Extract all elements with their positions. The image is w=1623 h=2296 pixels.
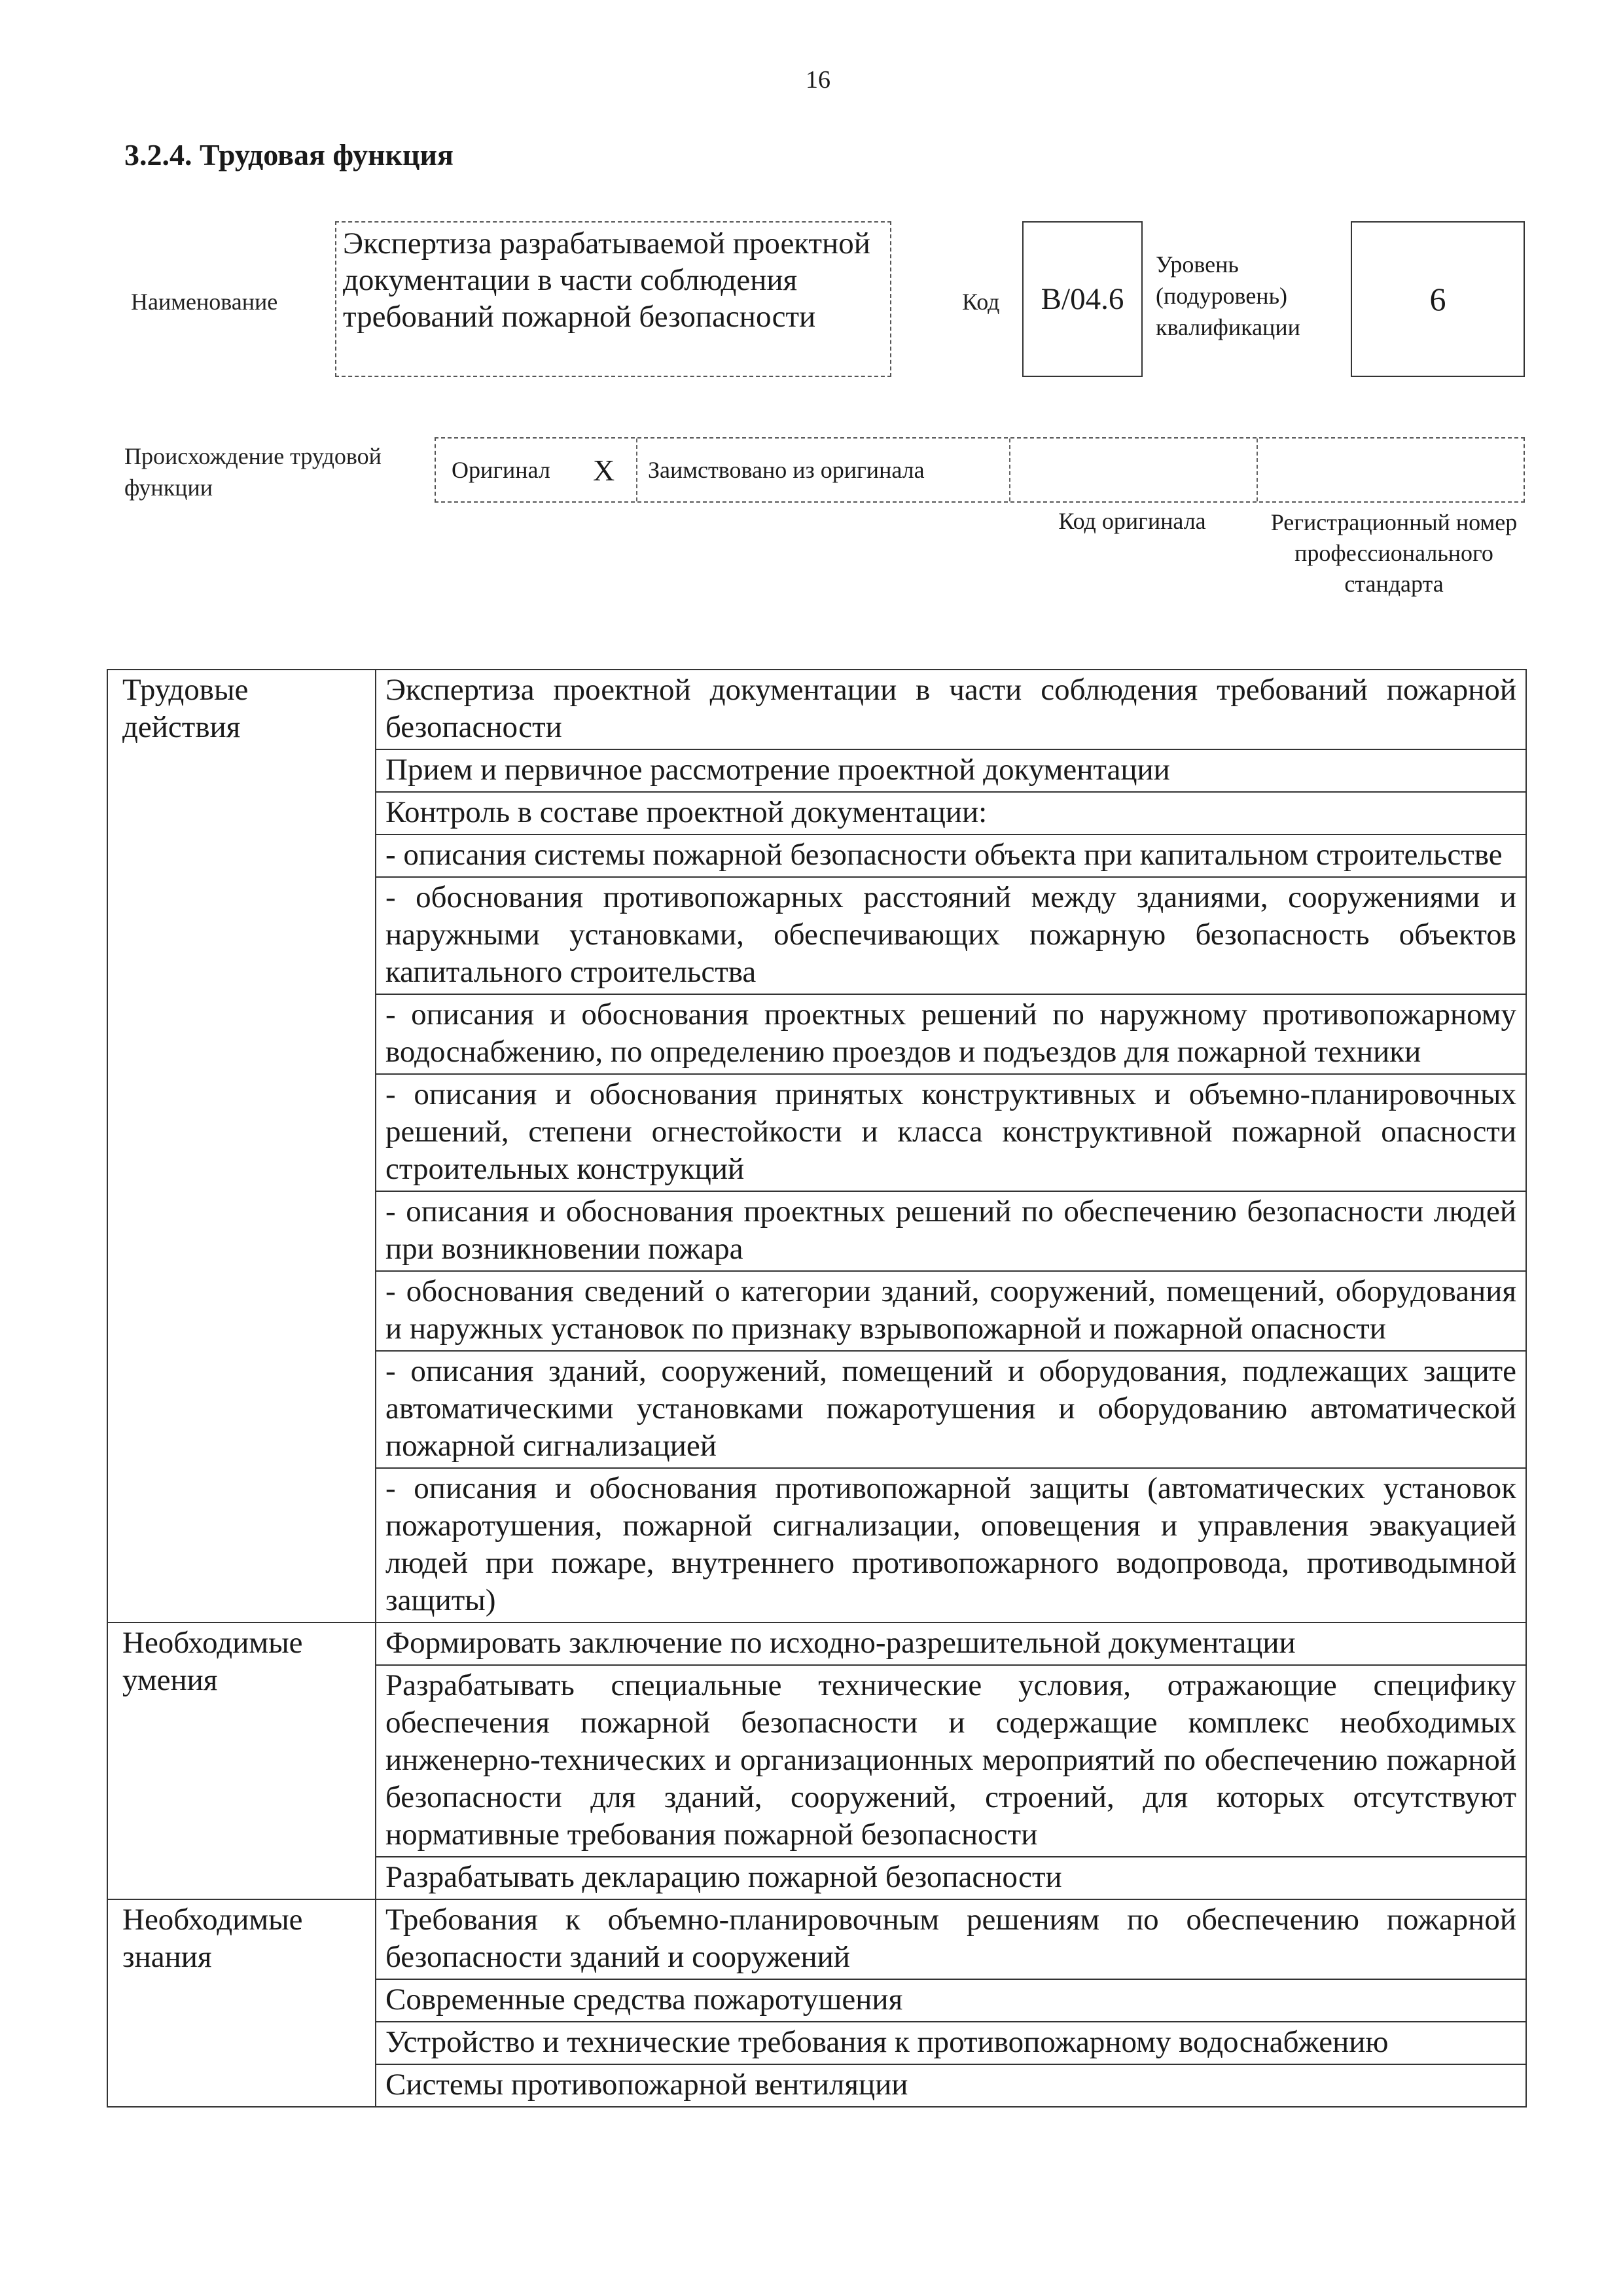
table-cell: - описания и обоснования проектных решений по обеспечению безопасности людей при возникновении пожара	[376, 1191, 1526, 1271]
original-check-mark: X	[593, 453, 615, 487]
table-cell: - описания системы пожарной безопасности объекта при капитальном строительстве	[376, 834, 1526, 877]
table-cell: Контроль в составе проектной документации:	[376, 792, 1526, 834]
page-number: 16	[806, 66, 830, 94]
table-cell: - описания и обоснования проектных решений по наружному противопожарному водоснабжению, по определению проездов и подъездов для пожарной техники	[376, 994, 1526, 1074]
table-cell: Прием и первичное рассмотрение проектной документации	[376, 749, 1526, 792]
origin-divider	[636, 439, 637, 501]
table-row	[107, 1623, 1526, 1665]
name-label: Наименование	[131, 289, 278, 315]
table-cell: Современные средства пожаротушения	[376, 1979, 1526, 2022]
table-row	[107, 670, 1526, 749]
table-cell: Требования к объемно-планировочным решениям по обеспечению пожарной безопасности зданий и сооружений	[376, 1899, 1526, 1979]
table-cell: Устройство и технические требования к противопожарному водоснабжению	[376, 2022, 1526, 2064]
qualification-level-label: Уровень (подуровень) квалификации	[1156, 251, 1300, 340]
category-required-skills: Необходимые умения	[107, 1623, 376, 1899]
table-cell: Формировать заключение по исходно-разрешительной документации	[376, 1623, 1526, 1665]
origin-label: Происхождение трудовой функции	[124, 443, 382, 501]
origin-divider	[1009, 439, 1010, 501]
qualification-level-box: 6	[1351, 221, 1525, 377]
table-cell: Системы противопожарной вентиляции	[376, 2064, 1526, 2107]
table-cell: - обоснования сведений о категории зданий, сооружений, помещений, оборудования и наружных установок по признаку взрывопожарной и пожарной опасности	[376, 1271, 1526, 1351]
original-code-label: Код оригинала	[1058, 508, 1206, 534]
table-cell: Разрабатывать декларацию пожарной безопасности	[376, 1857, 1526, 1899]
category-labor-actions: Трудовые действия	[107, 670, 376, 1623]
category-required-knowledge: Необходимые знания	[107, 1899, 376, 2107]
origin-table	[435, 437, 1525, 503]
original-label: Оригинал	[452, 457, 550, 483]
table-cell: Экспертиза проектной документации в части соблюдения требований пожарной безопасности	[376, 670, 1526, 749]
function-name-box: Экспертиза разрабатываемой проектной документации в части соблюдения требований пожарной безопасности	[335, 221, 891, 377]
origin-divider	[1257, 439, 1258, 501]
function-details-table	[107, 669, 1527, 2108]
section-title: 3.2.4. Трудовая функция	[124, 138, 454, 171]
table-cell: - описания зданий, сооружений, помещений и оборудования, подлежащих защите автоматическими установками пожаротушения и оборудованию автоматической пожарной сигнализацией	[376, 1351, 1526, 1468]
table-cell: Разрабатывать специальные технические условия, отражающие специфику обеспечения пожарной безопасности и содержащие комплекс необходимых инженерно-технических и организационных мероприятий по обеспечению пожарной безопасности для зданий, сооружений, строений, для которых отсутствуют нормативные требования пожарной безопасности	[376, 1665, 1526, 1857]
table-cell: - описания и обоснования принятых конструктивных и объемно-планировочных решений, степени огнестойкости и класса конструктивной пожарной опасности строительных конструкций	[376, 1074, 1526, 1191]
registration-number-label: Регистрационный номер профессионального стандарта	[1270, 509, 1518, 597]
table-cell: - описания и обоснования противопожарной защиты (автоматических установок пожаротушения, пожарной сигнализации, оповещения и управления эвакуацией людей при пожаре, внутреннего противопожарного водопровода, противодымной защиты)	[376, 1468, 1526, 1623]
table-cell: - обоснования противопожарных расстояний между зданиями, сооружениями и наружными установками, обеспечивающих пожарную безопасность объектов капитального строительства	[376, 877, 1526, 994]
code-label: Код	[962, 289, 1000, 315]
borrowed-label: Заимствовано из оригинала	[648, 457, 925, 483]
code-value-box: B/04.6	[1022, 221, 1143, 377]
table-row	[107, 1899, 1526, 1979]
